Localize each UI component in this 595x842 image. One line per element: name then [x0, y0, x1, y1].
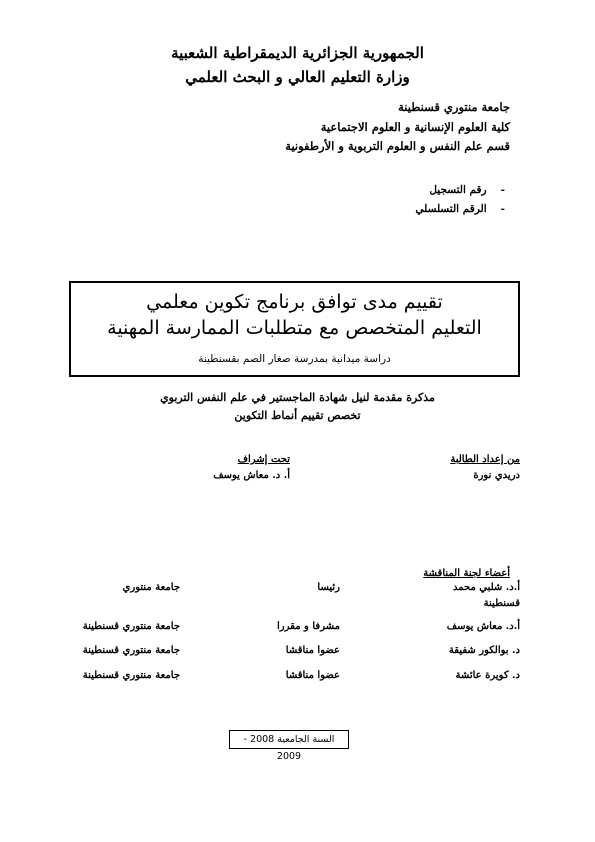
serial-number-line [380, 203, 505, 215]
thesis-title-line-1: تقييم مدى توافق برنامج تكوين معلمي [146, 291, 443, 313]
prepared-by-label: من إعداد الطالبة [450, 454, 520, 465]
registration-number-label: رقم التسجيل [429, 184, 487, 196]
committee-member-role: مشرفا و مقررا [277, 621, 340, 632]
supervisor-name: أ. د. معاش يوسف [213, 470, 290, 481]
committee-member-university: جامعة منتوري قسنطينة [82, 645, 180, 656]
thesis-title-box [69, 281, 520, 377]
ministry-heading: وزارة التعليم العالي و البحث العلمي [185, 68, 410, 86]
list-dash: - [500, 203, 505, 215]
committee-member-name: د. كويرة عائشة [455, 670, 520, 681]
committee-label: أعضاء لجنة المناقشة [423, 568, 510, 579]
serial-number-label: الرقم التسلسلي [415, 203, 487, 215]
committee-member-name: د. بوالكور شفيقة [448, 645, 520, 656]
committee-member-name: أ.د. معاش يوسف [446, 621, 520, 632]
committee-member-role: رئيسا [317, 582, 340, 593]
committee-member-university: جامعة منتوري [122, 582, 180, 593]
committee-member-name-continued: قسنطينة [483, 598, 520, 609]
list-dash: - [500, 184, 505, 196]
committee-member-university: جامعة منتوري قسنطينة [82, 621, 180, 632]
thesis-subtitle: دراسة ميدانية بمدرسة صغار الصم بقسنطينة [198, 353, 391, 365]
department-name: قسم علم النفس و العلوم التربوية و الأرطفونية [285, 139, 510, 153]
supervisor-label: تحت إشراف [237, 454, 290, 465]
committee-member-role: عضوا مناقشا [285, 645, 340, 656]
committee-member-university: جامعة منتوري قسنطينة [82, 670, 180, 681]
thesis-title-line-2: التعليم المتخصص مع متطلبات الممارسة المهنية [107, 317, 482, 339]
memo-description: مذكرة مقدمة لنيل شهادة الماجستير في علم النفس التربوي [160, 391, 435, 404]
university-name: جامعة منتوري قسنطينة [398, 100, 510, 114]
committee-member-name: أ.د. شلبي محمد [452, 582, 520, 593]
memo-specialization: تخصص تقييم أنماط التكوين [234, 409, 361, 422]
faculty-name: كلية العلوم الإنسانية و العلوم الاجتماعية [320, 120, 510, 134]
student-name: دريدي نورة [473, 470, 520, 481]
registration-number-line [380, 184, 505, 196]
republic-heading: الجمهورية الجزائرية الديمقراطية الشعبية [171, 44, 424, 62]
committee-member-role: عضوا مناقشا [285, 670, 340, 681]
academic-year-box: السنة الجامعية 2008 - 2009 [229, 730, 349, 749]
